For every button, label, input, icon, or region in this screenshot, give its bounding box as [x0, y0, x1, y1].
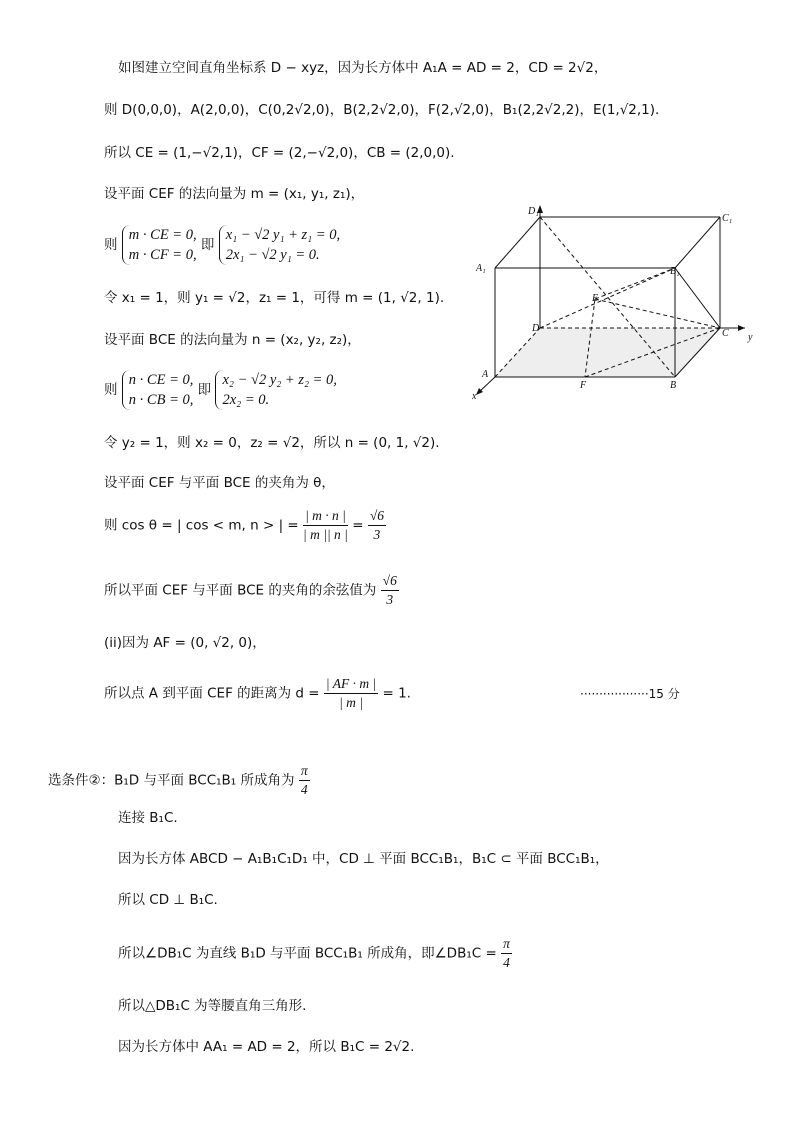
numerator: √6: [381, 572, 399, 591]
score-mark: ··················15 分: [580, 687, 680, 701]
label-F: F: [580, 380, 587, 391]
text-line-13: (ii)因为 AF = (0, √2, 0)，: [104, 635, 266, 651]
axis-y-arrow: [738, 325, 745, 331]
diag-DB1: [540, 268, 675, 328]
system-left: [122, 370, 194, 410]
angle-text: 所以∠DB₁C 为直线 B₁D 与平面 BCC₁B₁ 所成角，即∠DB₁C =: [118, 945, 497, 962]
system-right: [219, 225, 340, 265]
text-line-21: 因为长方体中 AA₁ = AD = 2，所以 B₁C = 2√2.: [118, 1039, 415, 1055]
label-D1: D₁: [528, 206, 539, 217]
system-eq: 2x₁ − √2 y₁ = 0.: [225, 247, 320, 263]
system-line-2: [104, 370, 337, 410]
text-line-16: 连接 B₁C.: [118, 810, 178, 826]
condition-2: [48, 762, 310, 799]
text-line-1: 如图建立空间直角坐标系 D − xyz，因为长方体中 A₁A = AD = 2，CD = 2√2，: [118, 60, 608, 76]
denominator: 4: [503, 955, 510, 970]
system-mid: 即: [197, 382, 212, 398]
denominator: 3: [373, 527, 381, 542]
numerator: | AF · m |: [324, 675, 378, 694]
system-eq: n · CB = 0,: [128, 392, 194, 408]
system-prefix: 则: [104, 237, 118, 253]
label-E: E: [592, 293, 599, 304]
label-C1: C₁: [722, 213, 733, 224]
fraction: [501, 935, 512, 972]
edge-B1C: [675, 268, 720, 328]
label-A1: A₁: [476, 263, 486, 274]
label-C: C: [722, 328, 729, 339]
denominator: | m |: [339, 695, 363, 710]
conclusion-text: 所以平面 CEF 与平面 BCE 的夹角的余弦值为: [104, 582, 377, 599]
system-eq: n · CE = 0,: [128, 372, 194, 388]
fraction: [381, 572, 399, 609]
numerator: π: [299, 762, 310, 781]
denominator: | m || n |: [303, 527, 348, 542]
system-prefix: 则: [104, 382, 118, 398]
numerator: π: [501, 935, 512, 954]
formula-suffix: = 1.: [382, 685, 411, 702]
fraction: [368, 507, 386, 544]
distance-formula: [104, 675, 411, 712]
fraction: [299, 762, 310, 799]
cosine-conclusion: [104, 572, 399, 609]
edge-A1D1: [495, 217, 540, 268]
edge-B1C1: [675, 217, 720, 268]
numerator: | m · n |: [303, 507, 348, 526]
label-D: D: [532, 323, 540, 334]
system-line-1: [104, 225, 340, 265]
text-line-2: 则 D(0,0,0)，A(2,0,0)，C(0,2√2,0)，B(2,2√2,0)，F(2,√2,0)，B₁(2,2√2,2)，E(1,√2,1).: [104, 102, 660, 118]
fraction: [324, 675, 378, 712]
text-line-4: 设平面 CEF 的法向量为 m = (x₁, y₁, z₁)，: [104, 186, 365, 202]
angle-line: [118, 935, 512, 972]
text-line-3: 所以 CE = (1,−√2,1)，CF = (2,−√2,0)，CB = (2,0,0).: [104, 145, 455, 161]
system-eq: m · CF = 0,: [128, 247, 197, 263]
fraction: [303, 507, 348, 544]
label-B1: B₁: [670, 266, 680, 277]
text-line-10: 设平面 CEF 与平面 BCE 的夹角为 θ，: [104, 475, 335, 491]
base-shading: [495, 328, 720, 377]
cos-formula: [104, 507, 386, 544]
text-line-9: 令 y₂ = 1，则 x₂ = 0，z₂ = √2，所以 n = (0, 1, √2).: [104, 435, 440, 451]
numerator: √6: [368, 507, 386, 526]
text-line-7: 设平面 BCE 的法向量为 n = (x₂, y₂, z₂)，: [104, 332, 361, 348]
text-line-20: 所以△DB₁C 为等腰直角三角形.: [118, 998, 307, 1014]
denominator: 4: [300, 782, 308, 797]
label-y: y: [748, 332, 753, 343]
text-line-6: 令 x₁ = 1，则 y₁ = √2，z₁ = 1，可得 m = (1, √2, 1).: [104, 290, 445, 306]
system-eq: x₂ − √2 y₂ + z₂ = 0,: [222, 372, 337, 388]
formula-prefix: 则 cos θ = | cos < m, n > | =: [104, 517, 299, 534]
denominator: 3: [386, 592, 394, 607]
system-eq: m · CE = 0,: [128, 227, 197, 243]
system-mid: 即: [200, 237, 215, 253]
formula-prefix: 所以点 A 到平面 CEF 的距离为 d =: [104, 685, 320, 702]
system-right: [215, 370, 336, 410]
system-left: [122, 225, 197, 265]
label-B: B: [670, 380, 677, 391]
label-x: x: [472, 391, 477, 402]
line-EB1: [595, 268, 675, 299]
condition-text: 选条件②：B₁D 与平面 BCC₁B₁ 所成角为: [48, 772, 295, 789]
system-eq: x₁ − √2 y₁ + z₁ = 0,: [225, 227, 341, 243]
label-A: A: [482, 369, 489, 380]
text-line-18: 所以 CD ⊥ B₁C.: [118, 892, 218, 908]
equals: =: [352, 517, 364, 534]
system-eq: 2x₂ = 0.: [222, 392, 270, 408]
cuboid-figure: [470, 195, 770, 410]
text-line-17: 因为长方体 ABCD − A₁B₁C₁D₁ 中，CD ⊥ 平面 BCC₁B₁，B₁C ⊂ 平面 BCC₁B₁，: [118, 851, 609, 867]
